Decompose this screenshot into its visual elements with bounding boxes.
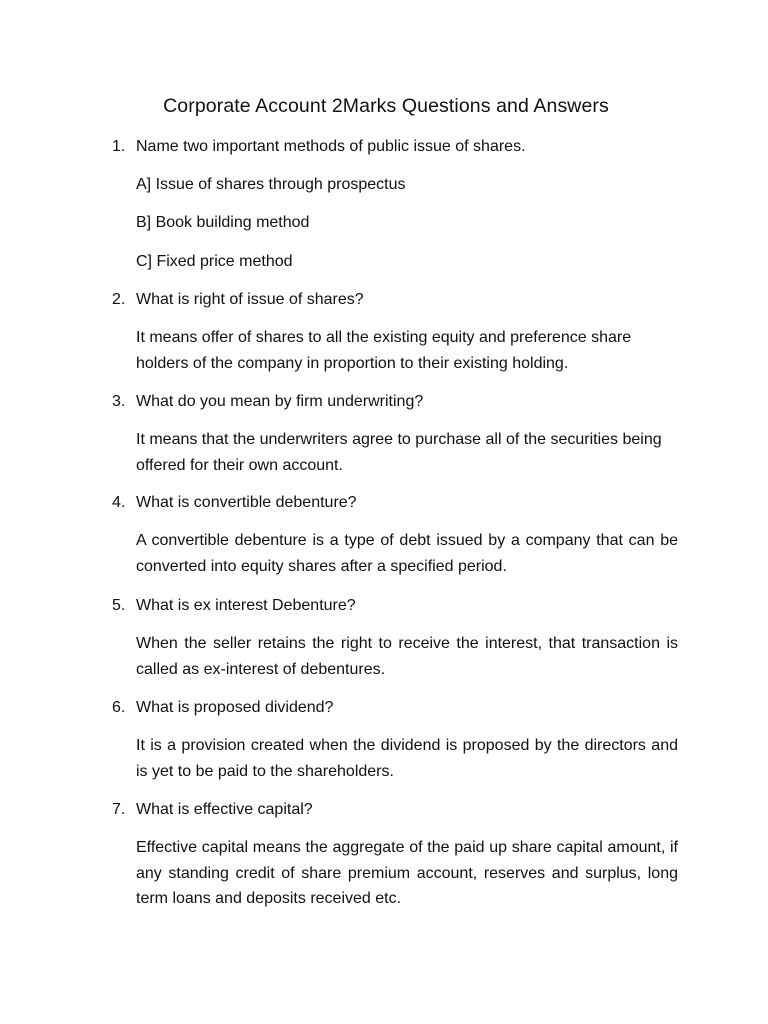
question-number: 5. [112, 597, 126, 614]
question-text: What is effective capital? [136, 801, 313, 818]
answer-1b: B] Book building method [136, 214, 310, 231]
question-text: What is ex interest Debenture? [136, 597, 356, 614]
question-text: What do you mean by firm underwriting? [136, 393, 424, 410]
answer-3: It means that the underwriters agree to purchase all of the securities being offered for their own account. [136, 431, 662, 474]
document-title: Corporate Account 2Marks Questions and Answers [163, 95, 609, 117]
question-text: Name two important methods of public issue of shares. [136, 138, 526, 155]
answer-5: When the seller retains the right to receive the interest, that transaction is called as ex-interest of debentures. [136, 635, 678, 678]
answer-1a: A] Issue of shares through prospectus [136, 176, 406, 193]
answer-2: It means offer of shares to all the existing equity and preference share holders of the company in proportion to their existing holding. [136, 329, 632, 372]
question-text: What is proposed dividend? [136, 699, 334, 716]
answer-4: A convertible debenture is a type of debt issued by a company that can be converted into equity shares after a specified period. [136, 532, 678, 575]
question-number: 3. [112, 393, 126, 410]
question-number: 6. [112, 699, 126, 716]
question-number: 1. [112, 138, 126, 155]
answer-6: It is a provision created when the dividend is proposed by the directors and is yet to be paid to the shareholders. [136, 737, 678, 780]
question-text: What is right of issue of shares? [136, 291, 364, 308]
answer-7: Effective capital means the aggregate of the paid up share capital amount, if any standing credit of share premium account, reserves and surplus, long term loans and deposits received etc. [136, 839, 678, 907]
question-text: What is convertible debenture? [136, 494, 357, 511]
question-number: 7. [112, 801, 126, 818]
question-number: 4. [112, 494, 126, 511]
answer-1c: C] Fixed price method [136, 253, 293, 270]
question-number: 2. [112, 291, 126, 308]
